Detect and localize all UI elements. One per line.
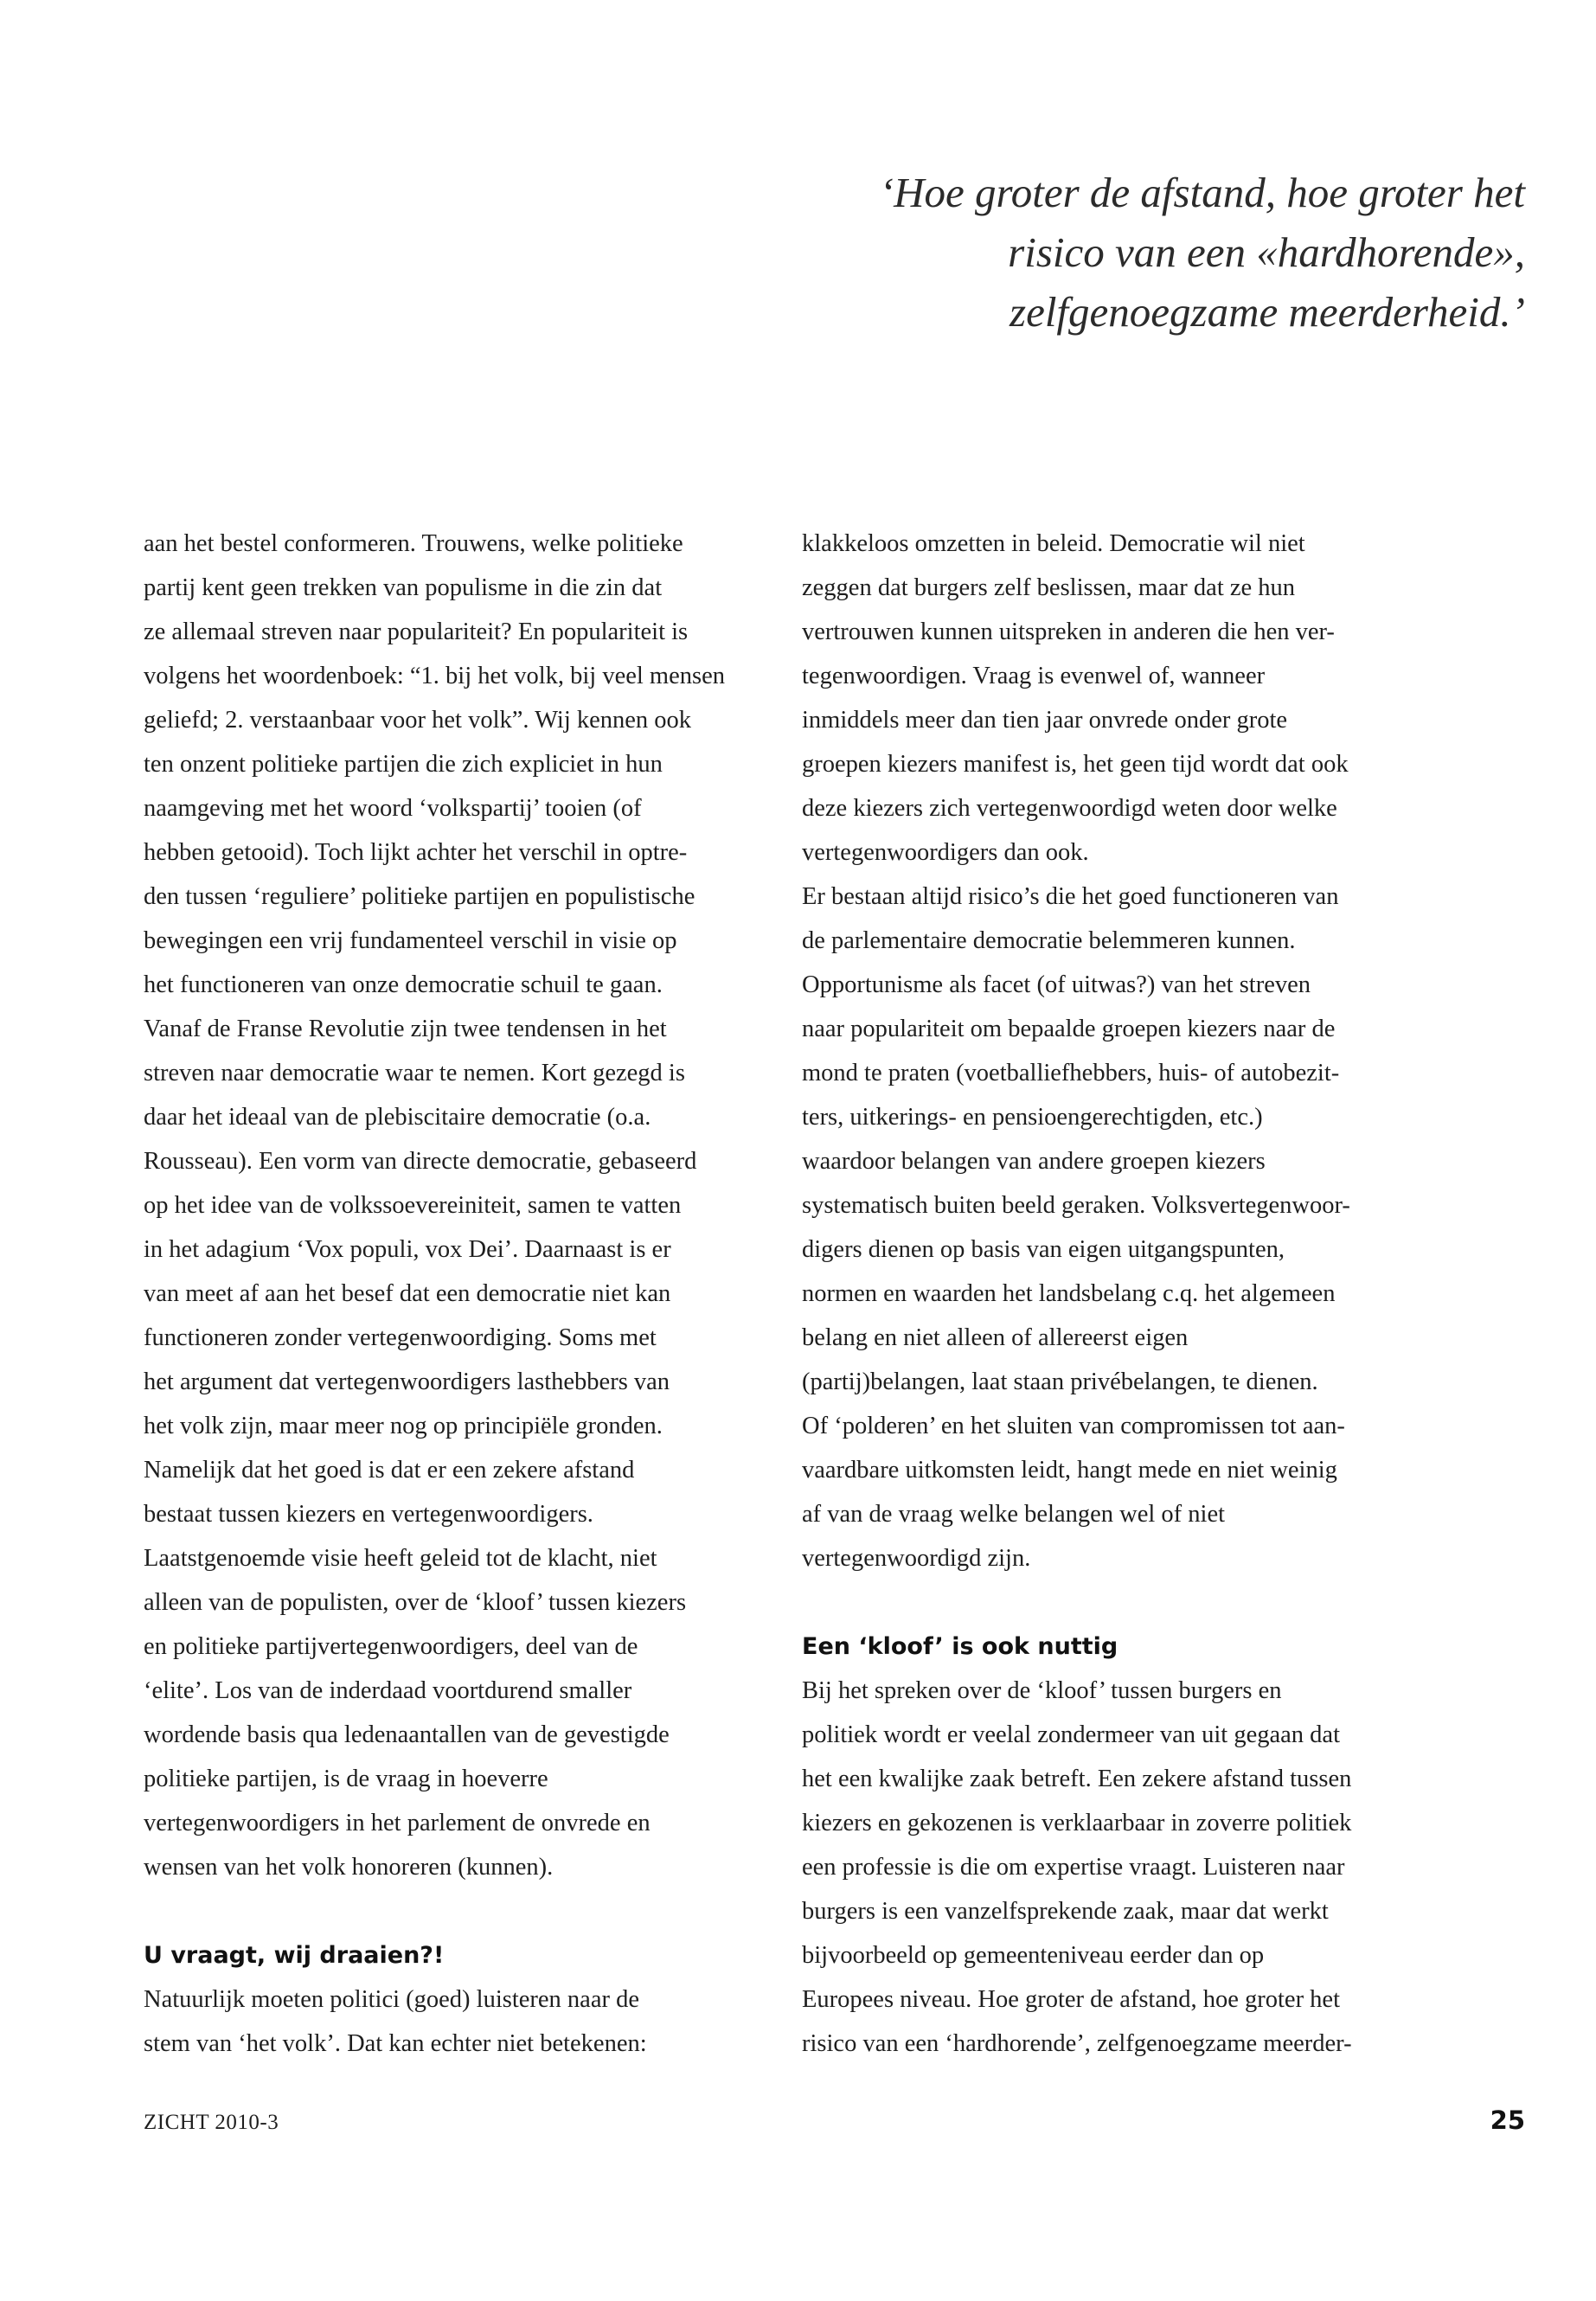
text-line: af van de vraag welke belangen wel of niet <box>802 1501 1226 1528</box>
text-line: partij kent geen trekken van populisme in die zin dat <box>144 574 663 601</box>
text-line: burgers is een vanzelfsprekende zaak, maar dat werkt <box>802 1898 1329 1925</box>
text-line: op het idee van de volkssoevereiniteit, samen te vatten <box>144 1192 682 1219</box>
text-line: de parlementaire democratie belemmeren kunnen. <box>802 927 1296 954</box>
text-line: Opportunisme als facet (of uitwas?) van het streven <box>802 971 1311 998</box>
text-line: ten onzent politieke partijen die zich expliciet in hun <box>144 751 663 778</box>
text-line: volgens het woordenboek: “1. bij het volk, bij veel mensen <box>144 663 725 689</box>
text-line: naamgeving met het woord ‘volkspartij’ tooien (of <box>144 795 642 822</box>
text-line: Bij het spreken over de ‘kloof’ tussen burgers en <box>802 1677 1282 1704</box>
text-line: risico van een ‘hardhorende’, zelfgenoegzame meerder- <box>802 2030 1352 2057</box>
text-line: inmiddels meer dan tien jaar onvrede onder grote <box>802 707 1288 734</box>
text-line: Of ‘polderen’ en het sluiten van compromissen tot aan- <box>802 1413 1345 1439</box>
text-line: aan het bestel conformeren. Trouwens, welke politieke <box>144 530 683 557</box>
text-line: daar het ideaal van de plebiscitaire democratie (o.a. <box>144 1104 651 1131</box>
text-line: het functioneren van onze democratie schuil te gaan. <box>144 971 663 998</box>
text-line: bestaat tussen kiezers en vertegenwoordigers. <box>144 1501 593 1528</box>
text-line: politiek wordt er veelal zondermeer van uit gegaan dat <box>802 1721 1340 1748</box>
text-line: stem van ‘het volk’. Dat kan echter niet betekenen: <box>144 2030 647 2057</box>
text-line: (partij)belangen, laat staan privébelangen, te dienen. <box>802 1368 1318 1395</box>
text-line: belang en niet alleen of allereerst eigen <box>802 1324 1189 1351</box>
text-line: hebben getooid). Toch lijkt achter het verschil in optre- <box>144 839 688 866</box>
text-line: geliefd; 2. verstaanbaar voor het volk”. Wij kennen ook <box>144 707 692 734</box>
text-line: den tussen ‘reguliere’ politieke partijen en populistische <box>144 883 695 910</box>
text-line: ters, uitkerings- en pensioengerechtigden, etc.) <box>802 1104 1263 1131</box>
text-line: bewegingen een vrij fundamenteel verschil in visie op <box>144 927 677 954</box>
text-line: in het adagium ‘Vox populi, vox Dei’. Daarnaast is er <box>144 1236 671 1263</box>
text-line: Er bestaan altijd risico’s die het goed functioneren van <box>802 883 1339 910</box>
text-line: vertegenwoordigers in het parlement de onvrede en <box>144 1810 651 1836</box>
text-line: klakkeloos omzetten in beleid. Democratie wil niet <box>802 530 1305 557</box>
text-line: het een kwalijke zaak betreft. Een zekere afstand tussen <box>802 1766 1352 1792</box>
text-line: digers dienen op basis van eigen uitgangspunten, <box>802 1236 1285 1263</box>
text-line: ‘elite’. Los van de inderdaad voortdurend smaller <box>144 1677 632 1704</box>
text-line: Rousseau). Een vorm van directe democratie, gebaseerd <box>144 1148 697 1175</box>
text-line: Natuurlijk moeten politici (goed) luisteren naar de <box>144 1986 639 2013</box>
text-line: zeggen dat burgers zelf beslissen, maar dat ze hun <box>802 574 1296 601</box>
section-heading: Een ‘kloof’ is ook nuttig <box>802 1633 1118 1660</box>
pull-quote <box>660 163 1525 342</box>
text-line: Laatstgenoemde visie heeft geleid tot de klacht, niet <box>144 1545 657 1572</box>
paragraph-gap <box>144 1889 801 1933</box>
pull-quote-line: ‘Hoe groter de afstand, hoe groter het <box>879 169 1525 216</box>
text-line: Europees niveau. Hoe groter de afstand, hoe groter het <box>802 1986 1341 2013</box>
text-line: en politieke partijvertegenwoordigers, deel van de <box>144 1633 638 1660</box>
pull-quote-line: zelfgenoegzame meerderheid.’ <box>1010 288 1525 336</box>
text-line: naar populariteit om bepaalde groepen kiezers naar de <box>802 1016 1336 1042</box>
text-line: vertegenwoordigd zijn. <box>802 1545 1031 1572</box>
section-heading: U vraagt, wij draaien?! <box>144 1942 445 1969</box>
text-line: waardoor belangen van andere groepen kiezers <box>802 1148 1266 1175</box>
text-line: bijvoorbeeld op gemeenteniveau eerder dan op <box>802 1942 1265 1969</box>
text-line: het argument dat vertegenwoordigers lasthebbers van <box>144 1368 670 1395</box>
text-line: functioneren zonder vertegenwoordiging. Soms met <box>144 1324 657 1351</box>
text-line: ze allemaal streven naar populariteit? En populariteit is <box>144 619 689 645</box>
text-line: een professie is die om expertise vraagt. Luisteren naar <box>802 1854 1345 1881</box>
text-line: het volk zijn, maar meer nog op principiële gronden. <box>144 1413 663 1439</box>
publication-name: ZICHT 2010-3 <box>144 2111 279 2134</box>
text-line: Namelijk dat het goed is dat er een zekere afstand <box>144 1457 635 1484</box>
text-line: vaardbare uitkomsten leidt, hangt mede en niet weinig <box>802 1457 1337 1484</box>
text-line: vertegenwoordigers dan ook. <box>802 839 1089 866</box>
text-line: deze kiezers zich vertegenwoordigd weten door welke <box>802 795 1337 822</box>
text-line: alleen van de populisten, over de ‘kloof’ tussen kiezers <box>144 1589 687 1616</box>
text-line: systematisch buiten beeld geraken. Volksvertegenwoor- <box>802 1192 1350 1219</box>
left-column <box>144 522 801 2066</box>
text-line: streven naar democratie waar te nemen. Kort gezegd is <box>144 1060 685 1086</box>
right-column <box>802 522 1459 2066</box>
text-line: normen en waarden het landsbelang c.q. het algemeen <box>802 1280 1336 1307</box>
text-line: wordende basis qua ledenaantallen van de gevestigde <box>144 1721 670 1748</box>
text-line: politieke partijen, is de vraag in hoeverre <box>144 1766 548 1792</box>
text-line: groepen kiezers manifest is, het geen tijd wordt dat ook <box>802 751 1349 778</box>
text-line: kiezers en gekozenen is verklaarbaar in zoverre politiek <box>802 1810 1352 1836</box>
text-line: tegenwoordigen. Vraag is evenwel of, wanneer <box>802 663 1266 689</box>
text-line: mond te praten (voetballiefhebbers, huis- of autobezit- <box>802 1060 1340 1086</box>
text-line: van meet af aan het besef dat een democratie niet kan <box>144 1280 671 1307</box>
text-line: Vanaf de Franse Revolutie zijn twee tendensen in het <box>144 1016 667 1042</box>
text-line: vertrouwen kunnen uitspreken in anderen die hen ver- <box>802 619 1335 645</box>
page-number: 25 <box>1490 2106 1525 2135</box>
pull-quote-line: risico van een «hardhorende», <box>1008 228 1525 276</box>
text-line: wensen van het volk honoreren (kunnen). <box>144 1854 554 1881</box>
paragraph-gap <box>802 1580 1459 1625</box>
